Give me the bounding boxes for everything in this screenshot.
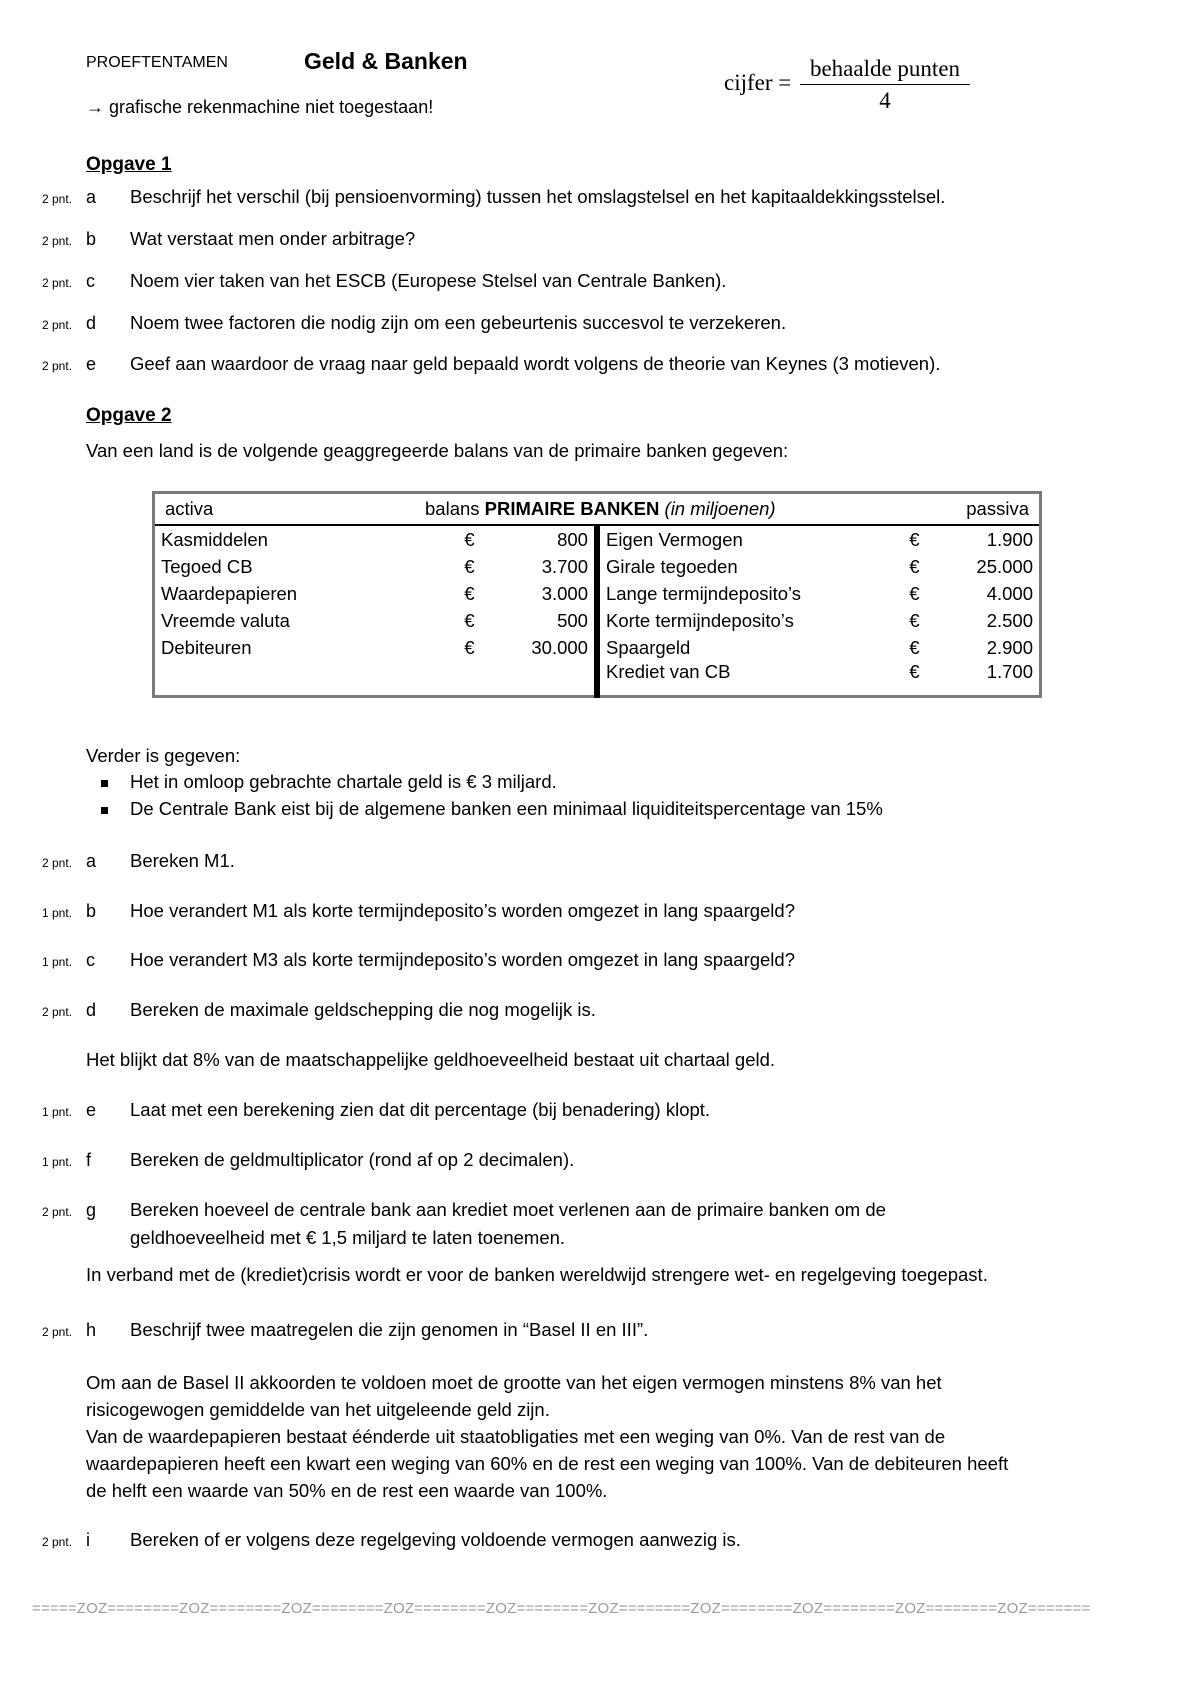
section-heading-opgave1: Opgave 1 (86, 154, 172, 175)
grade-formula (800, 56, 970, 114)
question-text: Noem twee factoren die nodig zijn om een gebeurtenis succesvol te verzekeren. (130, 312, 787, 333)
question-letter: b (86, 901, 97, 921)
question-text: Noem vier taken van het ESCB (Europese Stelsel van Centrale Banken). (130, 270, 727, 291)
passiva-item: Girale tegoeden (605, 555, 738, 577)
points-label: 1 pnt. (42, 1155, 73, 1169)
table-row (154, 525, 1041, 553)
question-letter: d (86, 1000, 97, 1020)
activa-amount: 3.700 (497, 553, 597, 580)
table-row (154, 580, 1041, 607)
question-letter: a (86, 851, 97, 871)
points-label: 2 pnt. (42, 318, 73, 332)
question-text: Bereken de geldmultiplicator (rond af op 2 decimalen). (130, 1149, 575, 1170)
passiva-currency: € (909, 661, 920, 682)
points-label: 2 pnt. (42, 234, 73, 248)
formula-lhs: cijfer = (724, 70, 792, 95)
question-letter: c (86, 950, 95, 970)
passiva-currency: € (909, 555, 920, 577)
balance-sheet-table (152, 491, 1042, 698)
activa-item (154, 661, 442, 697)
basel-info (86, 1369, 1008, 1504)
activa-item: Vreemde valuta (161, 609, 290, 631)
table-row (154, 553, 1041, 580)
points-label: 2 pnt. (42, 192, 73, 206)
question-letter: f (86, 1150, 92, 1170)
balance-title-prefix: balans (425, 498, 485, 519)
passiva-currency: € (909, 528, 920, 550)
points-label: 2 pnt. (42, 1205, 73, 1219)
question-text: Hoe verandert M3 als korte termijndeposito’s worden omgezet in lang spaargeld? (130, 949, 795, 970)
question-text-continued: geldhoeveelheid met € 1,5 miljard te laten toenemen. (130, 1227, 566, 1248)
calculator-note: → grafische rekenmachine niet toegestaan! (86, 97, 434, 117)
activa-amount: 500 (497, 607, 597, 634)
balance-title-unit: (in miljoenen) (664, 498, 776, 519)
points-label: 2 pnt. (42, 276, 73, 290)
question-text: Geef aan waardoor de vraag naar geld bepaald wordt volgens de theorie van Keynes (3 motieven). (130, 353, 941, 374)
info-text: In verband met de (krediet)crisis wordt er voor de banken wereldwijd strengere wet- en regelgeving toegepast. (86, 1264, 988, 1285)
passiva-amount: 1.900 (986, 528, 1033, 550)
info-text: Het blijkt dat 8% van de maatschappelijke geldhoeveelheid bestaat uit chartaal geld. (86, 1049, 776, 1070)
question-text: Beschrijf het verschil (bij pensioenvorming) tussen het omslagstelsel en het kapitaaldekkingsstelsel. (130, 186, 946, 207)
activa-amount (497, 661, 597, 697)
question-text: Bereken hoeveel de centrale bank aan krediet moet verlenen aan de primaire banken om de (130, 1199, 886, 1220)
activa-currency: € (464, 528, 475, 550)
passiva-amount: 4.000 (986, 582, 1033, 604)
table-row (154, 634, 1041, 661)
question-text: Laat met een berekening zien dat dit percentage (bij benadering) klopt. (130, 1099, 711, 1120)
question-letter: a (86, 187, 97, 207)
question-letter: h (86, 1320, 97, 1340)
points-label: 1 pnt. (42, 955, 73, 969)
question-letter: g (86, 1200, 97, 1220)
question-letter: i (86, 1530, 90, 1550)
points-label: 2 pnt. (42, 856, 73, 870)
bullet-icon (101, 807, 108, 814)
activa-item: Debiteuren (161, 636, 252, 658)
table-row (154, 607, 1041, 634)
balance-header-row (154, 493, 1041, 526)
activa-item: Waardepapieren (161, 582, 298, 604)
passiva-amount: 2.900 (986, 636, 1033, 658)
points-label: 2 pnt. (42, 1005, 73, 1019)
passiva-label: passiva (966, 498, 1029, 519)
points-label: 2 pnt. (42, 359, 73, 373)
question-letter: b (86, 229, 97, 249)
activa-currency: € (464, 609, 475, 631)
table-row (154, 661, 1041, 697)
activa-amount: 30.000 (497, 634, 597, 661)
section-heading-opgave2: Opgave 2 (86, 405, 172, 426)
activa-label: activa (165, 498, 214, 519)
basel-info-line: Om aan de Basel II akkoorden te voldoen moet de grootte van het eigen vermogen minstens 8% van het (86, 1372, 942, 1393)
balance-title-bold: PRIMAIRE BANKEN (484, 498, 660, 519)
given-item: Het in omloop gebrachte chartale geld is € 3 miljard. (130, 771, 557, 792)
turn-page-footer: =====ZOZ========ZOZ========ZOZ========ZOZ========ZOZ========ZOZ========ZOZ========ZOZ========ZOZ========ZOZ======= (32, 1600, 1091, 1617)
question-letter: e (86, 354, 97, 374)
activa-currency (442, 661, 497, 697)
page-title: Geld & Banken (304, 48, 468, 74)
question-text: Bereken of er volgens deze regelgeving voldoende vermogen aanwezig is. (130, 1529, 741, 1550)
activa-currency: € (464, 555, 475, 577)
passiva-amount: 2.500 (986, 609, 1033, 631)
passiva-currency: € (909, 636, 920, 658)
activa-currency: € (464, 636, 475, 658)
passiva-item: Krediet van CB (605, 661, 731, 682)
formula-denominator: 4 (879, 88, 891, 113)
points-label: 1 pnt. (42, 906, 73, 920)
passiva-item: Korte termijndeposito’s (605, 609, 794, 631)
question-letter: c (86, 271, 95, 291)
basel-info-line: Van de waardepapieren bestaat éénderde uit staatobligaties met een weging van 0%. Van de rest van de (86, 1426, 946, 1447)
question-letter: d (86, 313, 97, 333)
question-text: Bereken de maximale geldschepping die nog mogelijk is. (130, 999, 596, 1020)
points-label: 2 pnt. (42, 1535, 73, 1549)
given-item: De Centrale Bank eist bij de algemene banken een minimaal liquiditeitspercentage van 15% (130, 798, 883, 819)
basel-info-line: waardepapieren heeft een kwart een weging van 60% en de rest een weging van 100%. Van de debiteuren heeft (86, 1453, 1009, 1474)
question-text: Hoe verandert M1 als korte termijndeposito’s worden omgezet in lang spaargeld? (130, 900, 795, 921)
question-text: Bereken M1. (130, 850, 235, 871)
activa-amount: 3.000 (497, 580, 597, 607)
passiva-amount: 1.700 (986, 661, 1033, 682)
given-label: Verder is gegeven: (86, 745, 241, 766)
question-text: Wat verstaat men onder arbitrage? (130, 228, 416, 249)
balance-title (425, 498, 776, 520)
activa-item: Tegoed CB (161, 555, 253, 577)
passiva-amount: 25.000 (976, 555, 1033, 577)
points-label: 1 pnt. (42, 1105, 73, 1119)
opgave2-intro: Van een land is de volgende geaggregeerde balans van de primaire banken gegeven: (86, 440, 789, 461)
points-label: 2 pnt. (42, 1325, 73, 1339)
bullet-icon (101, 780, 108, 787)
basel-info-line: risicogewogen gemiddelde van het uitgeleende geld zijn. (86, 1399, 550, 1420)
question-letter: e (86, 1100, 97, 1120)
basel-info-line: de helft een waarde van 50% en de rest een waarde van 100%. (86, 1480, 608, 1501)
activa-item: Kasmiddelen (161, 528, 268, 550)
activa-amount: 800 (497, 525, 597, 553)
passiva-item: Lange termijndeposito’s (605, 582, 802, 604)
passiva-currency: € (909, 609, 920, 631)
exam-label: PROEFTENTAMEN (86, 54, 228, 71)
activa-currency: € (464, 582, 475, 604)
question-text: Beschrijf twee maatregelen die zijn genomen in “Basel II en III”. (130, 1319, 649, 1340)
passiva-item: Spaargeld (605, 636, 691, 658)
passiva-item: Eigen Vermogen (605, 528, 743, 550)
formula-numerator: behaalde punten (800, 56, 970, 85)
passiva-currency: € (909, 582, 920, 604)
